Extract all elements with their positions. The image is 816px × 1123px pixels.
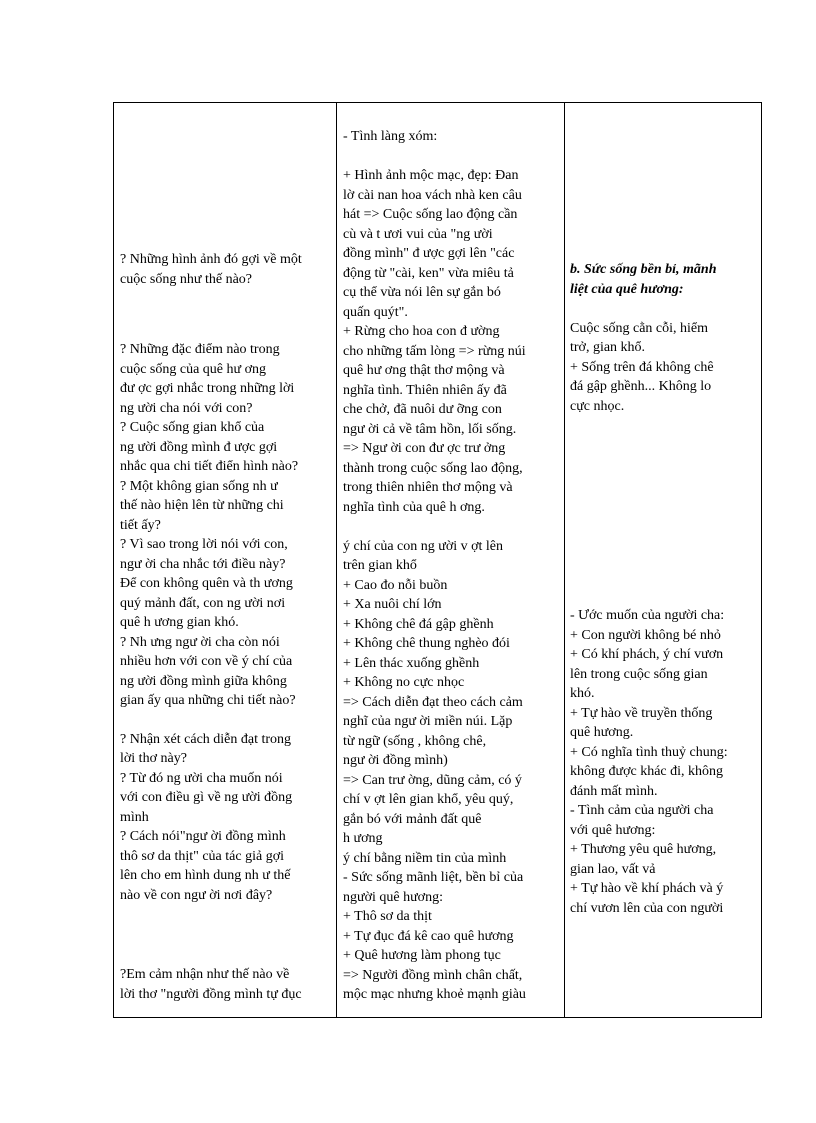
text-line: + Có khí phách, ý chí vươn [570,647,724,662]
text-line: ng ười đồng mình đ ược gợi [120,439,278,455]
text-line: không được khác đi, không [570,764,724,779]
text-line: cù và t ươi vui của "ng ười [343,226,493,242]
text-line: đá gập ghềnh... Không lo [570,379,712,394]
text-line: ý chí bằng niềm tin của mình [343,850,507,866]
text-line: khó. [570,686,595,701]
text-line: + Thô sơ da thịt [343,909,432,924]
text-line: nghĩa tình. Thiên nhiên ấy đã [343,382,507,398]
text-line: + Có nghĩa tình thuỷ chung: [570,744,728,760]
text-line: đánh mất mình. [570,783,658,799]
text-line: thành trong cuộc sống lao động, [343,460,523,476]
notes-column [570,103,756,1017]
content-column [343,103,557,1017]
text-line: + Không chê đá gập ghềnh [343,616,494,632]
text-line: + Rừng cho hoa con đ ường [343,324,500,339]
text-line: b. Sức sống bền bỉ, mãnh [570,262,717,277]
text-line: - Tình cảm của người cha [570,803,714,818]
text-line: nào về con ngư ời nơi đây? [120,887,273,903]
text-line: ? Cuộc sống gian khổ của [120,420,265,435]
text-line: ngư ời đồng mình) [343,753,448,768]
text-line: trong thiên nhiên thơ mộng và [343,480,513,495]
text-line: Cuộc sống cằn cỗi, hiểm [570,320,709,336]
question-block-1 [120,250,332,289]
text-line: Để con không quên và th ương [120,576,293,591]
text-line: quấn quýt". [343,304,408,320]
text-line: che chở, đã nuôi dư ỡng con [343,402,502,417]
text-line: ? Nhận xét cách diễn đạt trong [120,731,292,747]
text-line: ? Một không gian sống nh ư [120,478,278,494]
text-line: + Tự hào về khí phách và ý [570,881,724,896]
column-divider-1 [336,103,337,1017]
text-line: + Lên thác xuống ghềnh [343,655,480,671]
text-line: quê h ương gian khó. [120,615,239,630]
text-line: mình [120,809,149,825]
text-line: thế nào hiện lên từ những chi [120,498,284,513]
text-line: + Không chê thung nghèo đói [343,636,510,651]
text-line: cho những tấm lòng => rừng núi [343,343,526,359]
text-line: lời thơ "người đồng mình tự đục [120,986,302,1002]
text-line: nghĩa tình của quê h ơng. [343,499,485,515]
text-line: gian ấy qua những chi tiết nào? [120,693,296,708]
text-line: - Sức sống mãnh liệt, bền bỉ của [343,870,524,885]
text-line: + Quê hương làm phong tục [343,948,501,963]
text-line: nhắc qua chi tiết điển hình nào? [120,459,299,474]
text-line: ? Nh ưng ngư ời cha còn nói [120,634,280,650]
text-line: thô sơ da thịt" của tác giả gợi [120,848,284,864]
text-line: + Hình ảnh mộc mạc, đẹp: Đan [343,168,519,183]
text-line: ? Những hình ảnh đó gợi về một [120,252,302,267]
text-line: cuộc sống của quê hư ơng [120,361,267,377]
text-line: ? Những đặc điểm nào trong [120,342,280,357]
text-line: quê hương. [570,725,634,740]
text-line: tiết ấy? [120,517,161,533]
text-line: nhiều hơn với con về ý chí của [120,654,293,669]
text-line: ng ười đồng mình giữa không [120,673,287,689]
text-line: + Xa nuôi chí lớn [343,597,442,612]
text-line: lờ cài nan hoa vách nhà ken câu [343,187,522,203]
text-line: ngư ời cha nhắc tới điều này? [120,556,286,572]
text-line: => Ngư ời con đư ợc trư ởng [343,441,506,456]
content-table [113,102,762,1018]
text-line: nghĩ của ngư ời miền núi. Lặp [343,714,513,729]
text-line: cuộc sống như thế nào? [120,271,252,287]
text-line: chí vươn lên của con người [570,900,724,916]
text-line: + Sống trên đá không chê [570,359,714,375]
text-line: quê hư ơng thật thơ mộng và [343,363,505,378]
questions-column [120,103,332,1017]
text-line: => Cách diễn đạt theo cách cảm [343,694,523,710]
notes-block-2 [570,606,756,918]
text-line: + Thương yêu quê hương, [570,842,717,857]
text-line: cực nhọc. [570,398,625,414]
content-block-1 [343,166,557,517]
text-line: lời thơ này? [120,751,187,766]
text-line: từ ngữ (sống , không chê, [343,733,487,749]
text-line: lên trong cuộc sống gian [570,666,708,682]
text-line: + Con người không bé nhỏ [570,627,721,643]
text-line: trở, gian khổ. [570,340,646,355]
text-line: mộc mạc nhưng khoẻ mạnh giàu [343,987,526,1002]
text-line: quý mảnh đất, con ng ười nơi [120,595,286,611]
text-line: gắn bó với mảnh đất quê [343,811,482,827]
question-block-4 [120,965,332,1004]
text-line: => Can trư ờng, dũng cảm, có ý [343,772,522,788]
text-line: chí v ợt lên gian khổ, yêu quý, [343,792,514,807]
text-line: + Tự đục đá kê cao quê hương [343,928,514,944]
question-block-3 [120,730,332,906]
text-line: ? Từ đó ng ười cha muốn nói [120,770,283,786]
text-line: + Cao đo nỗi buồn [343,577,448,593]
text-line: với con điều gì về ng ười đồng [120,790,293,805]
text-line: trên gian khổ [343,558,417,573]
text-line: => Người đồng mình chân chất, [343,967,523,983]
text-line: h ương [343,831,383,846]
text-line: động từ "cài, ken" vừa miêu tả [343,265,514,281]
text-line: với quê hương: [570,822,656,838]
text-line: liệt của quê hương: [570,281,684,297]
question-block-2 [120,340,332,711]
text-line: + Không no cực nhọc [343,675,465,690]
text-line: - Ước muốn của người cha: [570,608,725,623]
column-divider-2 [564,103,565,1017]
notes-block-1 [570,319,756,417]
text-line: ? Vì sao trong lời nói với con, [120,537,288,552]
text-line: ngư ời cả về tâm hồn, lối sống. [343,421,517,437]
text-line: ? Cách nói"ngư ời đồng mình [120,829,286,844]
text-line: hát => Cuộc sống lao động cần [343,207,518,222]
text-line: + Tự hào về truyền thống [570,705,713,721]
text-line: đư ợc gợi nhắc trong những lời [120,381,295,396]
text-line: đồng mình" đ ược gợi lên "các [343,246,515,261]
text-line: gian lao, vất vả [570,861,656,877]
village-heading: - Tình làng xóm: [343,129,438,144]
text-line: lên cho em hình dung nh ư thế [120,868,291,883]
text-line: ý chí của con ng ười v ợt lên [343,538,504,554]
section-heading-b [570,260,756,299]
text-line: ?Em cảm nhận như thế nào về [120,967,290,982]
content-block-2 [343,537,557,1005]
text-line: cụ thể vừa nói lên sự gắn bó [343,285,501,300]
text-line: ng ười cha nói với con? [120,400,253,416]
text-line: người quê hương: [343,889,443,905]
